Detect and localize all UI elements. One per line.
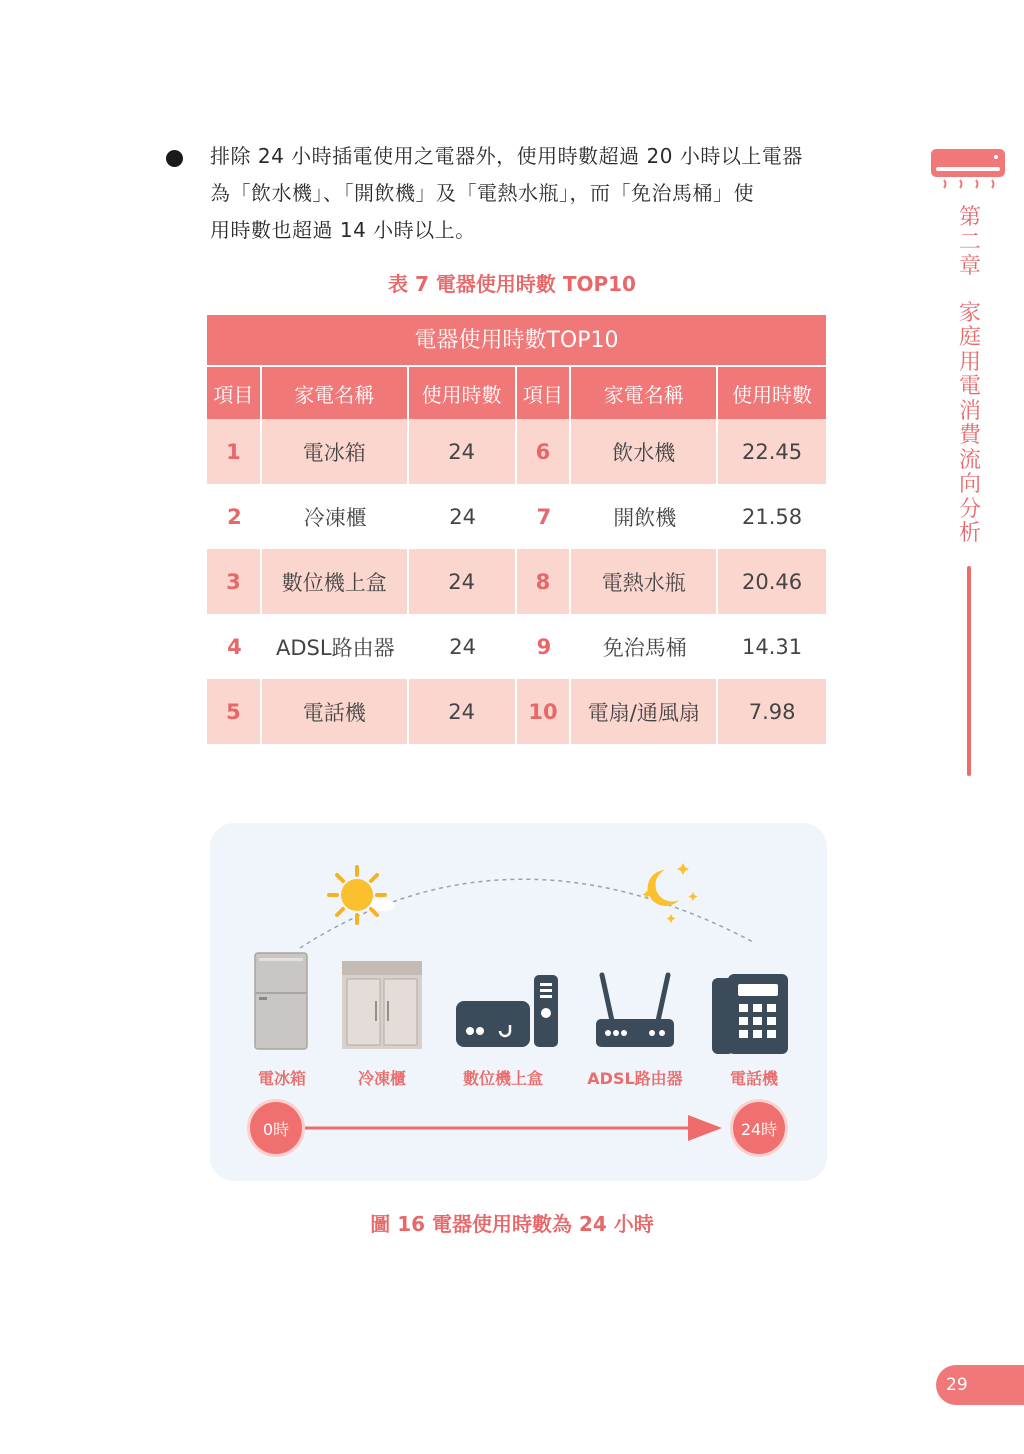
table-row (207, 484, 826, 549)
header-cell: 項目 (517, 367, 572, 419)
table-cell: 7 (517, 484, 572, 549)
moon-icon (643, 863, 698, 923)
table-cell: 24 (409, 679, 517, 744)
header-cell: 家電名稱 (571, 367, 718, 419)
arrow-head-icon (688, 1115, 722, 1141)
figure-caption: 圖 16 電器使用時數為 24 小時 (370, 1212, 654, 1236)
table-cell: 9 (517, 614, 572, 679)
appliance-label: 電話機 (729, 1069, 778, 1088)
table-cell: 10 (517, 679, 572, 744)
table-cell: 21.58 (718, 484, 826, 549)
table-caption: 表 7 電器使用時數 TOP10 (388, 272, 636, 296)
header-cell: 項目 (207, 367, 262, 419)
table-cell: ADSL路由器 (262, 614, 409, 679)
body-paragraph (210, 138, 826, 249)
set-top-box-icon (456, 975, 558, 1047)
chapter-char: 家 (958, 300, 981, 326)
chapter-char: 析 (958, 521, 981, 546)
chapter-char: 第 (958, 205, 981, 230)
table-title: 電器使用時數TOP10 (207, 315, 826, 365)
paragraph-line: 為「飲水機」、「開飲機」及「電熱水瓶」，而「免治馬桶」使 (210, 181, 754, 205)
router-icon (596, 975, 674, 1047)
table-cell: 24 (409, 484, 517, 549)
usage-table (207, 315, 826, 744)
usage-figure (210, 823, 827, 1181)
chapter-char: 電 (958, 374, 981, 399)
table-cell: 電冰箱 (262, 419, 409, 484)
table-cell: 電熱水瓶 (571, 549, 718, 614)
sun-icon (329, 867, 395, 923)
header-cell: 使用時數 (718, 367, 826, 419)
table-cell: 冷凍櫃 (262, 484, 409, 549)
chapter-char: 章 (958, 254, 981, 279)
table-row (207, 614, 826, 679)
table-cell: 電扇/通風扇 (571, 679, 718, 744)
page-number: 29 (936, 1365, 1024, 1405)
header-cell: 家電名稱 (262, 367, 409, 419)
table-cell: 4 (207, 614, 262, 679)
table-cell: 電話機 (262, 679, 409, 744)
appliance-label: 數位機上盒 (462, 1069, 543, 1088)
table-cell: 飲水機 (571, 419, 718, 484)
appliance-label: 電冰箱 (257, 1069, 306, 1088)
table-cell: 20.46 (718, 549, 826, 614)
table-cell: 14.31 (718, 614, 826, 679)
table-cell: 24 (409, 549, 517, 614)
freezer-icon (342, 961, 422, 1049)
table-cell: 2 (207, 484, 262, 549)
table-row (207, 549, 826, 614)
table-cell: 8 (517, 549, 572, 614)
chapter-char: 消 (958, 398, 981, 424)
chapter-char: 流 (958, 447, 981, 473)
table-cell: 免治馬桶 (571, 614, 718, 679)
telephone-icon (712, 974, 788, 1054)
start-time-clock: 0時 (247, 1099, 305, 1157)
header-cell: 使用時數 (409, 367, 517, 419)
table-cell: 24 (409, 419, 517, 484)
paragraph-line: 用時數也超過 14 小時以上。 (210, 218, 476, 242)
appliance-label: 冷凍櫃 (357, 1069, 406, 1088)
fridge-icon (255, 953, 307, 1049)
table-row (207, 679, 826, 744)
bullet-icon (166, 150, 183, 167)
table-cell: 數位機上盒 (262, 549, 409, 614)
side-divider (967, 566, 971, 776)
end-time-clock: 24時 (730, 1099, 788, 1157)
table-cell: 5 (207, 679, 262, 744)
chapter-char: 庭 (958, 325, 981, 350)
table-cell: 開飲機 (571, 484, 718, 549)
chapter-title (955, 206, 985, 547)
chapter-char: 向 (958, 472, 981, 497)
appliance-label: ADSL路由器 (587, 1069, 683, 1088)
table-cell: 3 (207, 549, 262, 614)
chapter-char: 用 (958, 349, 981, 375)
chapter-char: 費 (958, 423, 981, 448)
table-cell: 6 (517, 419, 572, 484)
chapter-char: 二 (958, 229, 981, 255)
table-cell: 24 (409, 614, 517, 679)
table-header-row (207, 367, 826, 419)
table-cell: 1 (207, 419, 262, 484)
paragraph-line: 排除 24 小時插電使用之電器外，使用時數超過 20 小時以上電器 (210, 144, 803, 168)
table-cell: 7.98 (718, 679, 826, 744)
table-row (207, 419, 826, 484)
table-cell: 22.45 (718, 419, 826, 484)
chapter-char: 分 (958, 496, 981, 522)
air-conditioner-icon (930, 148, 1006, 194)
